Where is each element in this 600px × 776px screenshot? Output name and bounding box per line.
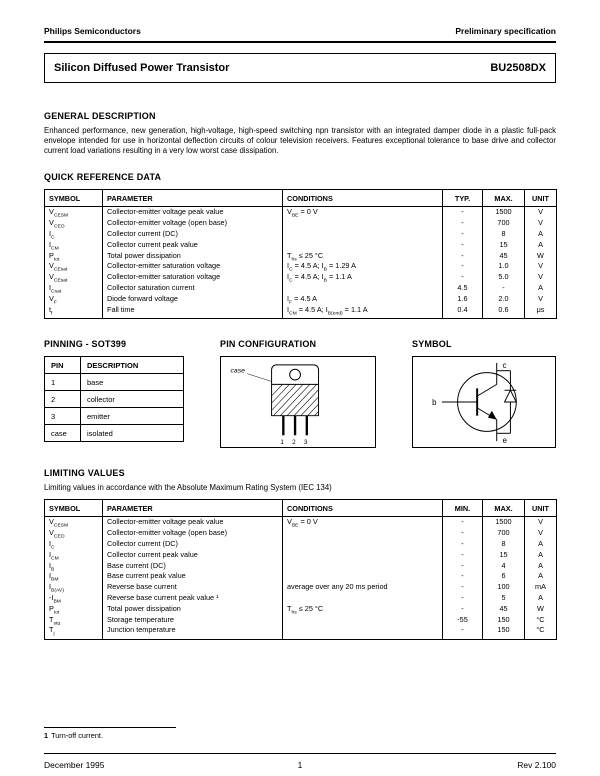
pinning-table xyxy=(44,356,184,442)
spec-status: Preliminary specification xyxy=(455,26,556,36)
table-row xyxy=(45,305,557,319)
cell-parameter: Collector-emitter saturation voltage xyxy=(103,261,283,272)
cell-min: - xyxy=(443,550,483,561)
cell-parameter: Collector-emitter voltage peak value xyxy=(103,207,283,218)
title-bar xyxy=(44,53,556,83)
symbol-heading: SYMBOL xyxy=(412,339,452,350)
cell-max: 1.0 xyxy=(483,261,525,272)
cell-symbol: $I_{Csat}$ xyxy=(49,282,62,294)
cell-unit: V xyxy=(525,261,557,272)
cell-conditions: $I_C = 4.5$ A; $I_B = 1.1$ A xyxy=(283,272,443,283)
cell-conditions: $I_C = 4.5$ A; $I_B = 1.29$ A xyxy=(283,261,443,272)
general-description-text: Enhanced performance, new generation, high-voltage, high-speed switching npn transistor with an integrated damper diode in a plastic full-pack envelope intended for use in horizontal deflection circuits of colour television receivers. Features exceptional tolerance to base drive and collector current load variations resulting in a very low worst case dissipation. xyxy=(44,126,556,156)
cell-conditions xyxy=(283,593,443,604)
cell-max: 700 xyxy=(483,218,525,229)
cell-symbol: $V_{CEO}$ xyxy=(49,528,65,539)
footer-rule xyxy=(44,753,556,754)
cell-conditions xyxy=(283,528,443,539)
footnote-marker: 1 xyxy=(44,731,49,740)
pin-configuration-section xyxy=(220,339,376,448)
table-row xyxy=(45,294,557,305)
cell-symbol: $V_{CEsat}$ xyxy=(49,261,68,273)
cell-conditions xyxy=(283,561,443,572)
cell-typ: - xyxy=(443,261,483,272)
cell-max: 0.6 xyxy=(483,305,525,319)
cell-symbol: $I_B$ xyxy=(49,560,55,572)
cell-unit: °C xyxy=(525,625,557,639)
cell-description: collector xyxy=(81,391,184,408)
cell-symbol: $V_{CEO}$ xyxy=(49,218,65,229)
cell-unit: A xyxy=(525,283,557,294)
cell-unit: mA xyxy=(525,582,557,593)
cell-parameter: Collector-emitter saturation voltage xyxy=(103,272,283,283)
cell-parameter: Junction temperature xyxy=(103,625,283,639)
cell-unit: A xyxy=(525,539,557,550)
symbol-section xyxy=(412,339,556,448)
cell-unit: W xyxy=(525,604,557,615)
cell-symbol: $V_{CESM}$ xyxy=(49,207,69,219)
cell-symbol: $T_{stg}$ xyxy=(49,614,61,626)
cell-symbol: $I_{CM}$ xyxy=(49,549,59,561)
cell-unit: A xyxy=(525,240,557,251)
footer-row xyxy=(44,760,556,770)
cell-conditions: $T_{hs} \le 25$ °C xyxy=(283,604,443,615)
cell-unit: °C xyxy=(525,615,557,626)
cell-typ: - xyxy=(443,251,483,262)
table-row xyxy=(45,251,557,262)
table-row xyxy=(45,604,557,615)
cell-conditions: $I_F = 4.5$ A xyxy=(283,294,443,305)
cell-parameter: Collector-emitter voltage (open base) xyxy=(103,528,283,539)
page-title: Silicon Diffused Power Transistor xyxy=(54,62,230,74)
cell-symbol: $V_{CESM}$ xyxy=(49,517,69,529)
cell-conditions xyxy=(283,283,443,294)
cell-max: 45 xyxy=(483,604,525,615)
pin-configuration-figure xyxy=(220,356,376,448)
cell-unit: V xyxy=(525,294,557,305)
table-row xyxy=(45,528,557,539)
cell-max: 1500 xyxy=(483,517,525,528)
general-description-heading: GENERAL DESCRIPTION xyxy=(44,111,156,121)
limiting-values-table xyxy=(44,499,557,640)
pinning-heading: PINNING - SOT399 xyxy=(44,339,127,350)
col-header-pin: PIN xyxy=(45,357,81,374)
cell-conditions xyxy=(283,218,443,229)
pin-configuration-heading: PIN CONFIGURATION xyxy=(220,339,317,350)
cell-typ: - xyxy=(443,207,483,218)
cell-parameter: Collector current (DC) xyxy=(103,229,283,240)
cell-max: 8 xyxy=(483,539,525,550)
cell-max: 15 xyxy=(483,240,525,251)
cell-min: -55 xyxy=(443,615,483,626)
cell-parameter: Base current peak value xyxy=(103,571,283,582)
table-row xyxy=(45,561,557,572)
cell-max: 8 xyxy=(483,229,525,240)
cell-parameter: Collector current peak value xyxy=(103,240,283,251)
cell-max: 6 xyxy=(483,571,525,582)
cell-min: - xyxy=(443,582,483,593)
quick-reference-heading: QUICK REFERENCE DATA xyxy=(44,172,162,183)
cell-symbol: $V_F$ xyxy=(49,293,57,305)
table-row xyxy=(45,272,557,283)
base-label: b xyxy=(432,398,437,408)
cell-parameter: Base current (DC) xyxy=(103,561,283,572)
limiting-values-section xyxy=(44,468,556,640)
cell-pin: 2 xyxy=(45,391,81,408)
table-row xyxy=(45,218,557,229)
cell-unit: A xyxy=(525,550,557,561)
cell-unit: A xyxy=(525,561,557,572)
col-header-parameter: PARAMETER xyxy=(103,190,283,207)
table-row xyxy=(45,593,557,604)
cell-conditions xyxy=(283,571,443,582)
collector-label: c xyxy=(502,361,507,371)
document-footer xyxy=(44,753,556,770)
footer-revision: Rev 2.100 xyxy=(517,760,557,770)
col-header-max: MAX. xyxy=(483,500,525,517)
col-header-unit: UNIT xyxy=(525,190,557,207)
cell-max: 2.0 xyxy=(483,294,525,305)
cell-unit: A xyxy=(525,229,557,240)
cell-symbol: $I_{CM}$ xyxy=(49,239,59,251)
cell-min: - xyxy=(443,593,483,604)
cell-pin: 1 xyxy=(45,374,81,391)
cell-min: - xyxy=(443,571,483,582)
cell-symbol: $T_j$ xyxy=(49,625,55,637)
col-header-max: MAX. xyxy=(483,190,525,207)
cell-conditions xyxy=(283,539,443,550)
cell-symbol: $I_{BM}$ xyxy=(49,571,59,583)
cell-parameter: Diode forward voltage xyxy=(103,294,283,305)
cell-description: base xyxy=(81,374,184,391)
table-row xyxy=(45,408,184,425)
col-header-symbol: SYMBOL xyxy=(45,500,103,517)
cell-unit: V xyxy=(525,517,557,528)
cell-max: 45 xyxy=(483,251,525,262)
table-header-row xyxy=(45,500,557,517)
cell-parameter: Storage temperature xyxy=(103,615,283,626)
cell-unit: V xyxy=(525,528,557,539)
package-info-row xyxy=(44,339,556,448)
cell-conditions xyxy=(283,625,443,639)
cell-parameter: Total power dissipation xyxy=(103,251,283,262)
cell-symbol: $I_{B(AV)}$ xyxy=(49,582,64,593)
cell-unit: W xyxy=(525,251,557,262)
footer-page-number: 1 xyxy=(297,760,303,770)
sot399-package-drawing xyxy=(221,357,375,447)
cell-max: - xyxy=(483,283,525,294)
col-header-conditions: CONDITIONS xyxy=(283,500,443,517)
general-description-section xyxy=(44,111,556,156)
cell-symbol: $t_f$ xyxy=(49,304,53,316)
cell-typ: - xyxy=(443,240,483,251)
limiting-values-heading: LIMITING VALUES xyxy=(44,468,125,479)
cell-unit: A xyxy=(525,593,557,604)
symbol-figure xyxy=(412,356,556,448)
table-row xyxy=(45,625,557,639)
hatch-pattern-icon xyxy=(251,383,346,418)
table-row xyxy=(45,550,557,561)
cell-max: 5.0 xyxy=(483,272,525,283)
emitter-label: e xyxy=(502,436,507,446)
cell-symbol: $P_{tot}$ xyxy=(49,603,60,615)
table-row xyxy=(45,374,184,391)
table-header-row xyxy=(45,357,184,374)
table-row xyxy=(45,229,557,240)
cell-typ: 1.6 xyxy=(443,294,483,305)
cell-max: 700 xyxy=(483,528,525,539)
col-header-typ: TYP. xyxy=(443,190,483,207)
part-number: BU2508DX xyxy=(490,62,546,74)
cell-parameter: Collector current peak value xyxy=(103,550,283,561)
cell-parameter: Collector saturation current xyxy=(103,283,283,294)
cell-conditions: average over any 20 ms period xyxy=(283,582,443,593)
pin-1-label: 1 xyxy=(280,439,284,447)
cell-conditions: $V_{BE} = 0$ V xyxy=(283,207,443,218)
cell-symbol: $P_{tot}$ xyxy=(49,250,60,262)
cell-min: - xyxy=(443,561,483,572)
header-rule xyxy=(44,41,556,43)
cell-parameter: Reverse base current peak value ¹ xyxy=(103,593,283,604)
package-leads-icon xyxy=(283,416,306,436)
cell-symbol: $-I_{BM}$ xyxy=(49,592,61,604)
col-header-parameter: PARAMETER xyxy=(103,500,283,517)
cell-symbol: $I_C$ xyxy=(49,538,55,550)
cell-conditions: $I_{CM} = 4.5$ A; $I_{B(end)} = 1.1$ A xyxy=(283,305,443,319)
table-row xyxy=(45,283,557,294)
cell-unit: V xyxy=(525,218,557,229)
pinning-section xyxy=(44,339,184,448)
cell-parameter: Fall time xyxy=(103,305,283,319)
col-header-unit: UNIT xyxy=(525,500,557,517)
case-leader-line xyxy=(247,374,271,382)
limiting-values-intro: Limiting values in accordance with the Absolute Maximum Rating System (IEC 134) xyxy=(44,483,332,493)
mounting-hole-icon xyxy=(290,370,301,381)
table-row xyxy=(45,425,184,442)
col-header-conditions: CONDITIONS xyxy=(283,190,443,207)
cell-typ: 0.4 xyxy=(443,305,483,319)
quick-reference-rows xyxy=(45,207,557,319)
cell-max: 15 xyxy=(483,550,525,561)
document-header xyxy=(44,26,556,36)
cell-conditions xyxy=(283,240,443,251)
cell-parameter: Collector-emitter voltage peak value xyxy=(103,517,283,528)
table-row xyxy=(45,261,557,272)
cell-parameter: Collector-emitter voltage (open base) xyxy=(103,218,283,229)
cell-conditions: $V_{BE} = 0$ V xyxy=(283,517,443,528)
cell-parameter: Collector current (DC) xyxy=(103,539,283,550)
cell-max: 150 xyxy=(483,615,525,626)
footer-date: December 1995 xyxy=(44,760,105,770)
limiting-values-rows xyxy=(45,517,557,640)
pin-3-label: 3 xyxy=(303,439,308,447)
cell-symbol: $V_{CEsat}$ xyxy=(49,272,68,283)
cell-unit: A xyxy=(525,571,557,582)
cell-pin: case xyxy=(45,425,81,442)
publisher-name: Philips Semiconductors xyxy=(44,26,141,36)
cell-conditions xyxy=(283,615,443,626)
cell-max: 100 xyxy=(483,582,525,593)
cell-symbol: $I_C$ xyxy=(49,228,55,240)
npn-transistor-symbol xyxy=(413,357,555,447)
cell-conditions xyxy=(283,550,443,561)
table-row xyxy=(45,582,557,593)
footnote-text: Turn-off current. xyxy=(51,731,103,740)
cell-min: - xyxy=(443,539,483,550)
footnote-rule xyxy=(44,727,176,728)
cell-conditions xyxy=(283,229,443,240)
cell-min: - xyxy=(443,528,483,539)
cell-min: - xyxy=(443,604,483,615)
table-row xyxy=(45,539,557,550)
cell-conditions: $T_{hs} \le 25$ °C xyxy=(283,251,443,262)
cell-typ: - xyxy=(443,218,483,229)
cell-typ: 4.5 xyxy=(443,283,483,294)
table-row xyxy=(45,207,557,218)
col-header-description: DESCRIPTION xyxy=(81,357,184,374)
case-label: case xyxy=(230,367,245,375)
table-row xyxy=(45,517,557,528)
cell-min: - xyxy=(443,625,483,639)
cell-max: 1500 xyxy=(483,207,525,218)
cell-max: 5 xyxy=(483,593,525,604)
cell-max: 4 xyxy=(483,561,525,572)
table-header-row xyxy=(45,190,557,207)
cell-description: emitter xyxy=(81,408,184,425)
quick-reference-table xyxy=(44,189,557,319)
cell-parameter: Reverse base current xyxy=(103,582,283,593)
footnote xyxy=(44,727,176,740)
col-header-symbol: SYMBOL xyxy=(45,190,103,207)
cell-max: 150 xyxy=(483,625,525,639)
cell-typ: - xyxy=(443,229,483,240)
quick-reference-section xyxy=(44,172,556,319)
cell-typ: - xyxy=(443,272,483,283)
cell-parameter: Total power dissipation xyxy=(103,604,283,615)
col-header-min: MIN. xyxy=(443,500,483,517)
pinning-rows xyxy=(45,374,184,442)
cell-pin: 3 xyxy=(45,408,81,425)
cell-unit: V xyxy=(525,272,557,283)
cell-unit: V xyxy=(525,207,557,218)
table-row xyxy=(45,571,557,582)
pin-2-label: 2 xyxy=(292,439,296,447)
table-row xyxy=(45,391,184,408)
cell-description: isolated xyxy=(81,425,184,442)
cell-min: - xyxy=(443,517,483,528)
table-row xyxy=(45,240,557,251)
table-row xyxy=(45,615,557,626)
cell-unit: μs xyxy=(525,305,557,319)
